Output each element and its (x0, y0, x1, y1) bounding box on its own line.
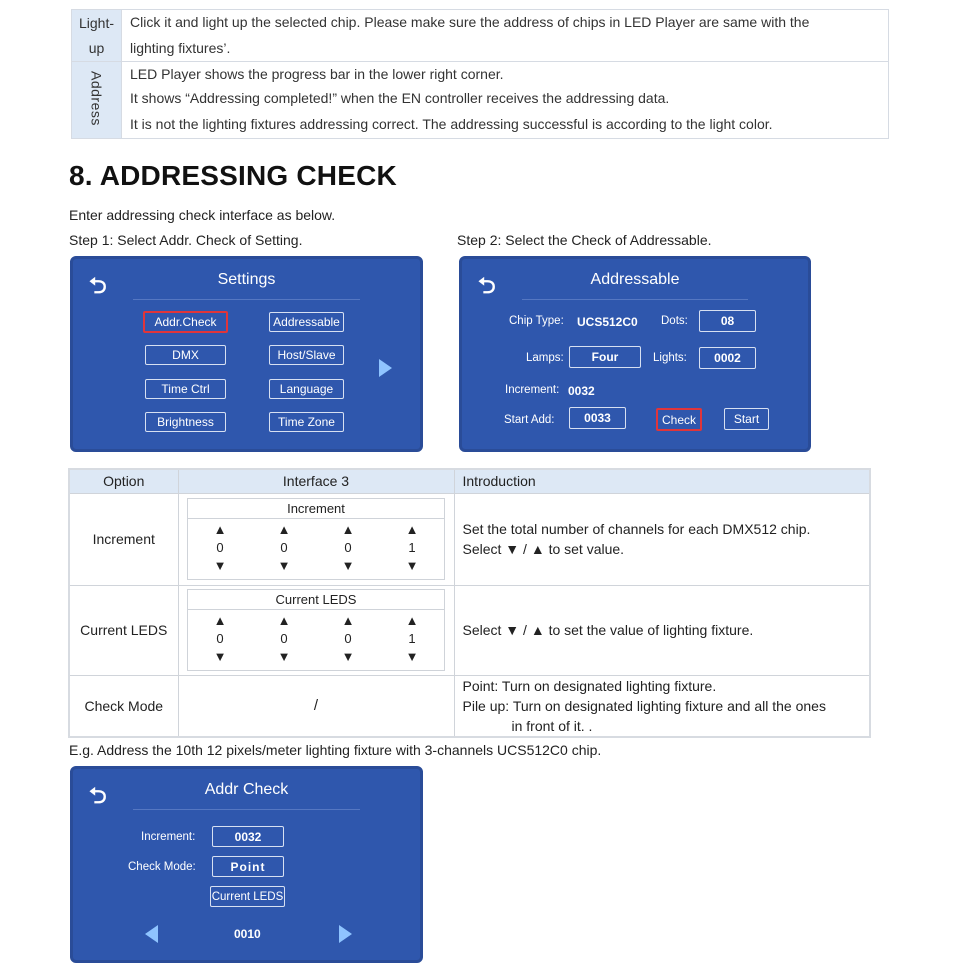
language-button[interactable]: Language (269, 379, 344, 399)
addressable-screen (459, 256, 811, 452)
down-arrow-icon[interactable]: ▼ (341, 649, 355, 664)
start-button[interactable]: Start (724, 408, 769, 430)
down-arrow-icon[interactable]: ▼ (277, 558, 291, 573)
option-name: Current LEDS (69, 585, 178, 675)
increment-field[interactable]: 0032 (212, 826, 284, 847)
interface-cell (178, 585, 454, 675)
section-title: 8. ADDRESSING CHECK (69, 160, 397, 191)
start-add-field[interactable]: 0033 (569, 407, 626, 429)
option-name: Check Mode (69, 675, 178, 737)
up-arrow-icon[interactable]: ▲ (405, 522, 419, 537)
digit: 0 (344, 631, 352, 646)
step1-text: Step 1: Select Addr. Check of Setting. (69, 232, 303, 248)
settings-title: Settings (217, 271, 276, 288)
address-description: LED Player shows the progress bar in the lower right corner. It shows “Addressing completed!” when the EN controller receives the addressing data. It is not the lighting fixtures addressing correct. The addressing successful is according to the light color. (122, 62, 889, 139)
digit: 1 (408, 631, 416, 646)
down-arrow-icon[interactable]: ▼ (213, 649, 227, 664)
increment-value: 0032 (568, 384, 595, 398)
title-divider (133, 299, 360, 300)
digit: 0 (280, 631, 288, 646)
previous-icon[interactable] (145, 925, 158, 943)
lamps-label: Lamps: (526, 352, 564, 364)
up-arrow-icon[interactable]: ▲ (405, 613, 419, 628)
time-zone-button[interactable]: Time Zone (269, 412, 344, 432)
up-arrow-icon[interactable]: ▲ (277, 522, 291, 537)
dmx-button[interactable]: DMX (145, 345, 226, 365)
step2-text: Step 2: Select the Check of Addressable. (457, 232, 712, 248)
option-header: Option (69, 469, 178, 493)
addr-check-screen (70, 766, 423, 963)
info-table (71, 9, 889, 139)
digit-grid (188, 519, 444, 579)
increment-label: Increment: (505, 384, 560, 396)
check-button[interactable]: Check (656, 408, 702, 431)
next-icon[interactable] (339, 925, 352, 943)
current-leds-widget (187, 589, 445, 671)
chip-type-label: Chip Type: (509, 315, 564, 327)
introduction-cell: Select ▼ / ▲ to set the value of lighting fixture. (454, 585, 870, 675)
table-row (69, 493, 870, 585)
down-arrow-icon[interactable]: ▼ (405, 558, 419, 573)
digit: 0 (280, 540, 288, 555)
check-mode-field[interactable]: Point (212, 856, 284, 877)
start-add-label: Start Add: (504, 414, 555, 426)
lights-field[interactable]: 0002 (699, 347, 756, 369)
back-arrow-icon[interactable]: ⮌ (89, 273, 107, 298)
introduction-cell: Point: Turn on designated lighting fixture. Pile up: Turn on designated lighting fixture and all the ones in front of it. . (454, 675, 870, 737)
light-up-row (72, 10, 889, 62)
down-arrow-icon[interactable]: ▼ (405, 649, 419, 664)
current-leds-button[interactable]: Current LEDS (210, 886, 285, 907)
title-divider (522, 299, 748, 300)
title-divider (133, 809, 360, 810)
light-up-description: Click it and light up the selected chip. Please make sure the address of chips in LED Player are same with the lighting fixtures’. (122, 10, 889, 62)
up-arrow-icon[interactable]: ▲ (341, 522, 355, 537)
addr-check-title: Addr Check (204, 781, 289, 798)
options-table (68, 468, 871, 738)
option-name: Increment (69, 493, 178, 585)
table-row (69, 675, 870, 737)
addressable-title: Addressable (590, 271, 680, 288)
check-mode-label: Check Mode: (128, 861, 196, 873)
brightness-button[interactable]: Brightness (145, 412, 226, 432)
addressable-button[interactable]: Addressable (269, 312, 344, 332)
increment-label: Increment: (141, 831, 196, 843)
options-header-row (69, 469, 870, 493)
table-row (69, 585, 870, 675)
lights-label: Lights: (653, 352, 687, 364)
intro-text: Enter addressing check interface as below. (69, 207, 336, 223)
back-arrow-icon[interactable]: ⮌ (478, 273, 496, 298)
down-arrow-icon[interactable]: ▼ (277, 649, 291, 664)
settings-screen (70, 256, 423, 452)
interface-cell (178, 493, 454, 585)
chip-type-value[interactable]: UCS512C0 (577, 315, 638, 329)
introduction-header: Introduction (454, 469, 870, 493)
interface-cell: / (178, 675, 454, 737)
next-page-icon[interactable] (379, 359, 392, 377)
lamps-field[interactable]: Four (569, 346, 641, 368)
digit: 0 (344, 540, 352, 555)
down-arrow-icon[interactable]: ▼ (213, 558, 227, 573)
up-arrow-icon[interactable]: ▲ (341, 613, 355, 628)
widget-title: Increment (188, 499, 444, 519)
host-slave-button[interactable]: Host/Slave (269, 345, 344, 365)
digit: 0 (216, 631, 224, 646)
address-value: 0010 (234, 927, 261, 941)
up-arrow-icon[interactable]: ▲ (213, 522, 227, 537)
address-label: Address (72, 62, 122, 139)
up-arrow-icon[interactable]: ▲ (213, 613, 227, 628)
up-arrow-icon[interactable]: ▲ (277, 613, 291, 628)
addr-check-button[interactable]: Addr.Check (143, 311, 228, 333)
introduction-cell: Set the total number of channels for each DMX512 chip. Select ▼ / ▲ to set value. (454, 493, 870, 585)
dots-label: Dots: (661, 315, 688, 327)
digit-grid (188, 610, 444, 670)
increment-widget (187, 498, 445, 580)
light-up-label: Light- up (72, 10, 122, 62)
digit: 1 (408, 540, 416, 555)
widget-title: Current LEDS (188, 590, 444, 610)
address-row (72, 62, 889, 139)
time-ctrl-button[interactable]: Time Ctrl (145, 379, 226, 399)
back-arrow-icon[interactable]: ⮌ (89, 783, 107, 808)
down-arrow-icon[interactable]: ▼ (341, 558, 355, 573)
digit: 0 (216, 540, 224, 555)
example-text: E.g. Address the 10th 12 pixels/meter lighting fixture with 3-channels UCS512C0 chip. (69, 742, 602, 758)
interface-header: Interface 3 (178, 469, 454, 493)
dots-field[interactable]: 08 (699, 310, 756, 332)
